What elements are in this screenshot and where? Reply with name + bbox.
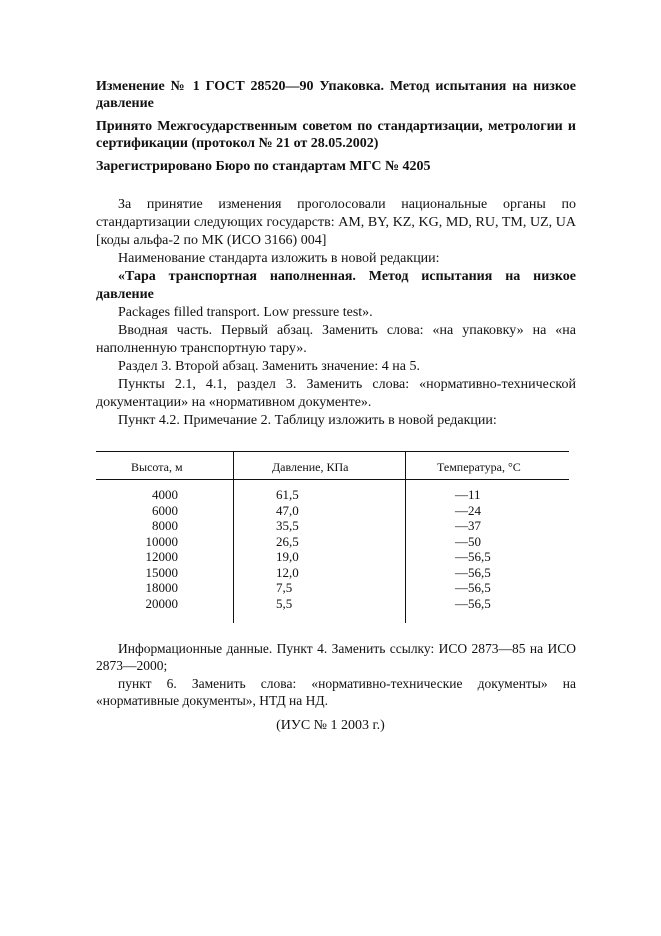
table-cell: —11 (455, 487, 481, 502)
pressure-column (276, 487, 299, 611)
voting-paragraph: За принятие изменения проголосовали национальные органы по стандартизации следующих государств: AM, BY, KZ, KG, MD, RU, TM, UZ, UA [коды альфа-2 по МК (ИСО 3166) 004] (96, 197, 576, 248)
temperature-column (455, 487, 491, 611)
table-cell: 61,5 (276, 487, 299, 502)
table-cell: —56,5 (455, 564, 491, 580)
table-cell: —50 (455, 533, 481, 549)
table-cell: 6000 (152, 502, 178, 518)
height-column (128, 487, 178, 611)
table-cell: 35,5 (276, 518, 299, 533)
intro-change: Вводная часть. Первый абзац. Заменить слова: «на упаковку» на «на наполненную транспортную тару». (96, 323, 576, 356)
section3-change: Раздел 3. Второй абзац. Заменить значение: 4 на 5. (118, 359, 420, 374)
table-cell: —56,5 (455, 595, 491, 611)
table-col-divider (405, 451, 406, 623)
table-header-pressure: Давление, КПа (272, 460, 349, 474)
table-cell: 7,5 (276, 580, 293, 595)
source-reference: (ИУС № 1 2003 г.) (276, 718, 385, 733)
table-cell: —56,5 (455, 549, 491, 564)
table-cell: 12000 (145, 549, 178, 564)
table-cell: 8000 (152, 518, 178, 533)
registration-note: Зарегистрировано Бюро по стандартам МГС № 4205 (96, 159, 431, 174)
item6-change: пункт 6. Заменить слова: «нормативно-технические документы» на «нормативные документы», НТД на НД. (96, 676, 576, 708)
table-cell: 20000 (145, 595, 178, 611)
table-cell: 4000 (152, 487, 178, 502)
table-col-divider (233, 451, 234, 623)
info-data-change: Информационные данные. Пункт 4. Заменить ссылку: ИСО 2873—85 на ИСО 2873—2000; (96, 641, 576, 673)
new-title-en: Packages filled transport. Low pressure test». (118, 305, 373, 320)
amendment-title: Изменение № 1 ГОСТ 28520—90 Упаковка. Метод испытания на низкое давление (96, 79, 576, 111)
table-cell: 18000 (145, 580, 178, 595)
table-header-temperature: Температура, °С (437, 460, 521, 474)
table-cell: 10000 (145, 533, 178, 549)
table-cell: 19,0 (276, 549, 299, 564)
adoption-note: Принято Межгосударственным советом по стандартизации, метрологии и сертификации (протокол № 21 от 28.05.2002) (96, 119, 576, 151)
table-cell: 47,0 (276, 502, 299, 518)
table-cell: 15000 (145, 564, 178, 580)
table-cell: —56,5 (455, 580, 491, 595)
table-cell: 26,5 (276, 533, 299, 549)
rename-instruction: Наименование стандарта изложить в новой редакции: (118, 251, 440, 266)
table-top-rule (96, 451, 569, 452)
new-title-ru: «Тара транспортная наполненная. Метод испытания на низкое давление (96, 269, 576, 302)
items-change: Пункты 2.1, 4.1, раздел 3. Заменить слова: «нормативно-технической документации» на «нормативном документе». (96, 377, 576, 410)
table-cell: —37 (455, 518, 481, 533)
table-intro: Пункт 4.2. Примечание 2. Таблицу изложить в новой редакции: (118, 413, 497, 428)
table-cell: 12,0 (276, 564, 299, 580)
table-header-height: Высота, м (131, 460, 183, 474)
table-cell: 5,5 (276, 595, 293, 611)
table-header-rule (96, 479, 569, 480)
table-cell: —24 (455, 502, 481, 518)
